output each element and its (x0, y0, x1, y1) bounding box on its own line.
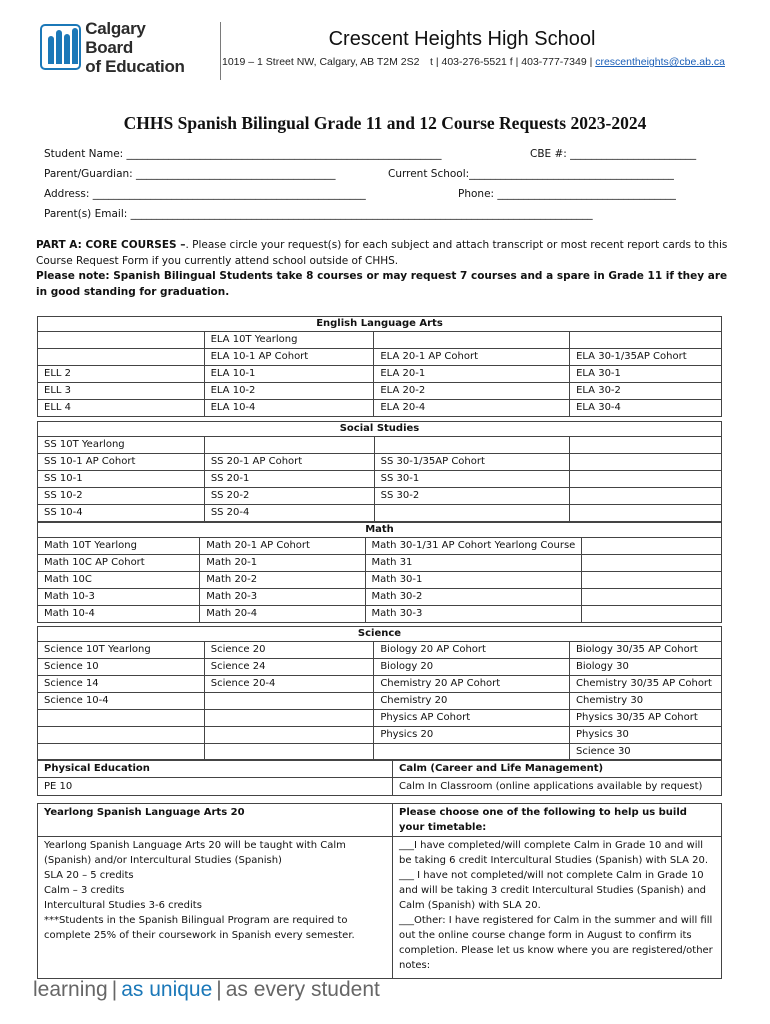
course-option (570, 454, 722, 471)
school-name: Crescent Heights High School (328, 28, 596, 50)
tagline-divider: | (216, 978, 222, 1001)
course-row (38, 454, 722, 471)
spanish-line: SLA 20 – 5 credits (44, 870, 134, 881)
course-option (570, 488, 722, 505)
phone-field[interactable]: Phone: __________________________________ (458, 188, 676, 200)
course-option[interactable]: ELA 20-2 (374, 383, 570, 400)
course-row (38, 606, 722, 623)
course-option (204, 693, 374, 710)
course-option[interactable]: SS 20-1 (204, 471, 374, 488)
course-option (204, 727, 374, 744)
tagline-word3: as every student (225, 978, 380, 1001)
course-option (582, 606, 722, 623)
logo-line1: Calgary Board (85, 18, 146, 57)
course-option[interactable]: Math 20-2 (200, 572, 365, 589)
course-option (204, 744, 374, 761)
course-option[interactable]: SS 20-2 (204, 488, 374, 505)
tagline-word1: learning (33, 978, 108, 1001)
course-option[interactable]: SS 10T Yearlong (38, 437, 205, 454)
course-option[interactable]: SS 20-4 (204, 505, 374, 522)
social-studies-table (37, 421, 722, 522)
course-option[interactable]: Math 10-3 (38, 589, 200, 606)
course-option[interactable]: Math 10-4 (38, 606, 200, 623)
course-option[interactable]: Math 10C (38, 572, 200, 589)
course-option[interactable]: Math 30-1/31 AP Cohort Yearlong Course (365, 538, 582, 555)
course-option (204, 710, 374, 727)
school-address-line (222, 56, 725, 68)
course-option[interactable]: Math 30-2 (365, 589, 582, 606)
course-row (38, 572, 722, 589)
course-option[interactable]: ELA 20-1 AP Cohort (374, 349, 570, 366)
course-option[interactable]: SS 10-2 (38, 488, 205, 505)
course-option[interactable]: Science 10-4 (38, 693, 205, 710)
course-option[interactable]: Math 10T Yearlong (38, 538, 200, 555)
header-divider (220, 22, 221, 80)
cbe-logo-icon (40, 24, 81, 70)
course-option[interactable]: Math 20-1 AP Cohort (200, 538, 365, 555)
course-option[interactable]: ELA 10-4 (204, 400, 374, 417)
part-a-label: PART A: CORE COURSES – (36, 239, 186, 251)
course-option[interactable]: Math 20-3 (200, 589, 365, 606)
course-row (38, 488, 722, 505)
course-option[interactable]: ELA 10-2 (204, 383, 374, 400)
course-option (374, 744, 570, 761)
cbe-number-field[interactable]: CBE #: ________________________ (530, 148, 697, 160)
calm-option[interactable]: Calm In Classroom (online applications available by request) (393, 778, 722, 796)
spanish-line: ***Students in the Spanish Bilingual Program are required to complete 25% of their coursework in Spanish every semester. (44, 915, 355, 941)
science-heading: Science (38, 627, 722, 642)
course-option (38, 349, 205, 366)
course-option (374, 437, 570, 454)
course-row (38, 659, 722, 676)
course-option[interactable]: ELA 10-1 AP Cohort (204, 349, 374, 366)
math-heading: Math (38, 523, 722, 538)
course-option (582, 538, 722, 555)
course-option[interactable]: Chemistry 30/35 AP Cohort (570, 676, 722, 693)
course-option[interactable]: SS 30-1/35AP Cohort (374, 454, 570, 471)
course-option[interactable]: Science 10T Yearlong (38, 642, 205, 659)
course-option[interactable]: Math 30-3 (365, 606, 582, 623)
science-table (37, 626, 722, 761)
course-option[interactable]: Science 20-4 (204, 676, 374, 693)
course-row (38, 744, 722, 761)
logo-line2: of Education (85, 56, 185, 76)
spanish-line: Intercultural Studies 3-6 credits (44, 900, 202, 911)
course-option[interactable]: Physics 30 (570, 727, 722, 744)
course-option (570, 437, 722, 454)
course-row (38, 555, 722, 572)
course-option (374, 505, 570, 522)
phone-fax: t | 403-276-5521 f | 403-777-7349 | (430, 56, 596, 68)
course-option[interactable]: Physics AP Cohort (374, 710, 570, 727)
spanish-table (37, 803, 722, 979)
course-option[interactable]: SS 20-1 AP Cohort (204, 454, 374, 471)
current-school-field[interactable]: Current School:_______________________________________ (388, 168, 674, 180)
course-option[interactable]: ELL 3 (38, 383, 205, 400)
course-option[interactable]: ELA 10-1 (204, 366, 374, 383)
course-row (38, 676, 722, 693)
course-option (582, 572, 722, 589)
page-header (0, 0, 770, 90)
course-option[interactable]: ELA 30-1/35AP Cohort (570, 349, 722, 366)
tagline-word2: as unique (121, 978, 213, 1001)
course-option[interactable]: ELA 20-1 (374, 366, 570, 383)
course-option[interactable]: ELA 20-4 (374, 400, 570, 417)
course-option (570, 471, 722, 488)
course-row (38, 349, 722, 366)
course-option[interactable]: Biology 20 (374, 659, 570, 676)
course-row (38, 332, 722, 349)
course-option (38, 727, 205, 744)
ela-heading: English Language Arts (38, 317, 722, 332)
form-title: CHHS Spanish Bilingual Grade 11 and 12 Course Requests 2023-2024 (123, 113, 647, 133)
course-option[interactable]: ELA 30-4 (570, 400, 722, 417)
timetable-option-3[interactable]: ___Other: I have registered for Calm in the summer and will fill out the online course change form in August to confirm its completion. Please let us know where you are registered/other notes: (399, 915, 713, 971)
course-option[interactable]: SS 10-1 AP Cohort (38, 454, 205, 471)
course-option (582, 589, 722, 606)
course-option[interactable]: Biology 30 (570, 659, 722, 676)
course-option[interactable]: ELL 2 (38, 366, 205, 383)
timetable-option-1[interactable]: ___I have completed/will complete Calm in Grade 10 and will be taking 6 credit Intercultural Studies (Spanish) with SLA 20. (399, 840, 708, 866)
course-option[interactable]: ELA 10T Yearlong (204, 332, 374, 349)
school-address: 1019 – 1 Street NW, Calgary, AB T2M 2S2 (222, 56, 420, 68)
social-studies-heading: Social Studies (38, 422, 722, 437)
course-option[interactable]: Math 30-1 (365, 572, 582, 589)
course-option[interactable]: Physics 30/35 AP Cohort (570, 710, 722, 727)
course-row (38, 693, 722, 710)
spanish-line: Calm – 3 credits (44, 885, 125, 896)
parent-guardian-field[interactable]: Parent/Guardian: ______________________________________ (44, 168, 336, 180)
timetable-option-2[interactable]: ___ I have not completed/will not complete Calm in Grade 10 and will be taking 3 credit Intercultural Studies (Spanish) and Calm (Spanish) with SLA 20. (399, 870, 707, 911)
course-option (204, 437, 374, 454)
course-row (38, 505, 722, 522)
course-option[interactable]: Math 20-4 (200, 606, 365, 623)
course-option[interactable]: SS 30-1 (374, 471, 570, 488)
choose-heading: Please choose one of the following to help us build your timetable: (393, 804, 722, 837)
math-table (37, 522, 722, 623)
course-row (38, 437, 722, 454)
course-row (38, 710, 722, 727)
course-option[interactable]: Science 30 (570, 744, 722, 761)
course-option[interactable]: ELL 4 (38, 400, 205, 417)
course-option[interactable]: Chemistry 20 (374, 693, 570, 710)
course-option[interactable]: Science 20 (204, 642, 374, 659)
course-option[interactable]: ELA 30-2 (570, 383, 722, 400)
spanish-description (38, 837, 393, 979)
course-option[interactable]: Math 31 (365, 555, 582, 572)
pe-heading: Physical Education (38, 760, 393, 778)
course-option[interactable]: SS 10-4 (38, 505, 205, 522)
calm-heading: Calm (Career and Life Management) (393, 760, 722, 778)
course-option (38, 710, 205, 727)
address-field[interactable]: Address: ____________________________________________________ (44, 188, 366, 200)
spanish-line: Yearlong Spanish Language Arts 20 will be taught with Calm (Spanish) and/or Intercultural Studies (Spanish) (44, 840, 346, 866)
course-row (38, 642, 722, 659)
course-option[interactable]: Biology 30/35 AP Cohort (570, 642, 722, 659)
course-option[interactable]: ELA 30-1 (570, 366, 722, 383)
course-option[interactable]: Math 10C AP Cohort (38, 555, 200, 572)
course-option[interactable]: Math 20-1 (200, 555, 365, 572)
course-option[interactable]: Science 10 (38, 659, 205, 676)
course-row (38, 366, 722, 383)
parent-email-field[interactable]: Parent(s) Email: ________________________________________________________________________________________ (44, 208, 593, 220)
course-option[interactable]: Science 24 (204, 659, 374, 676)
course-option (582, 555, 722, 572)
course-row (38, 727, 722, 744)
bilingual-note: Please note: Spanish Bilingual Students take 8 courses or may request 7 courses and a spare in Grade 11 if they are in good standing for graduation. (36, 270, 728, 298)
tagline-divider: | (111, 978, 118, 1001)
course-row (38, 383, 722, 400)
course-option[interactable]: Biology 20 AP Cohort (374, 642, 570, 659)
course-option (570, 332, 722, 349)
pe-option[interactable]: PE 10 (38, 778, 393, 796)
course-option[interactable]: SS 10-1 (38, 471, 205, 488)
course-row (38, 538, 722, 555)
part-a-text: . Please circle your request(s) for each subject and attach transcript or most recent report cards to this Course Request Form if you currently attend school outside of CHHS. (36, 239, 728, 267)
course-row (38, 471, 722, 488)
instructions (36, 238, 736, 300)
footer-tagline (33, 978, 380, 1002)
cbe-logo (40, 18, 190, 76)
timetable-options (393, 837, 722, 979)
spanish-heading: Yearlong Spanish Language Arts 20 (38, 804, 393, 837)
course-option (374, 332, 570, 349)
ela-table (37, 316, 722, 417)
course-option[interactable]: Physics 20 (374, 727, 570, 744)
student-name-field[interactable]: Student Name: ____________________________________________________________ (44, 148, 442, 160)
logo-text (85, 19, 190, 76)
course-option (38, 332, 205, 349)
school-email-link[interactable]: crescentheights@cbe.ab.ca (595, 56, 725, 68)
pe-calm-table (37, 759, 722, 796)
course-option[interactable]: SS 30-2 (374, 488, 570, 505)
course-row (38, 400, 722, 417)
school-contact (430, 56, 725, 68)
course-option[interactable]: Science 14 (38, 676, 205, 693)
course-option[interactable]: Chemistry 30 (570, 693, 722, 710)
course-option[interactable]: Chemistry 20 AP Cohort (374, 676, 570, 693)
course-row (38, 589, 722, 606)
course-option (38, 744, 205, 761)
course-option (570, 505, 722, 522)
